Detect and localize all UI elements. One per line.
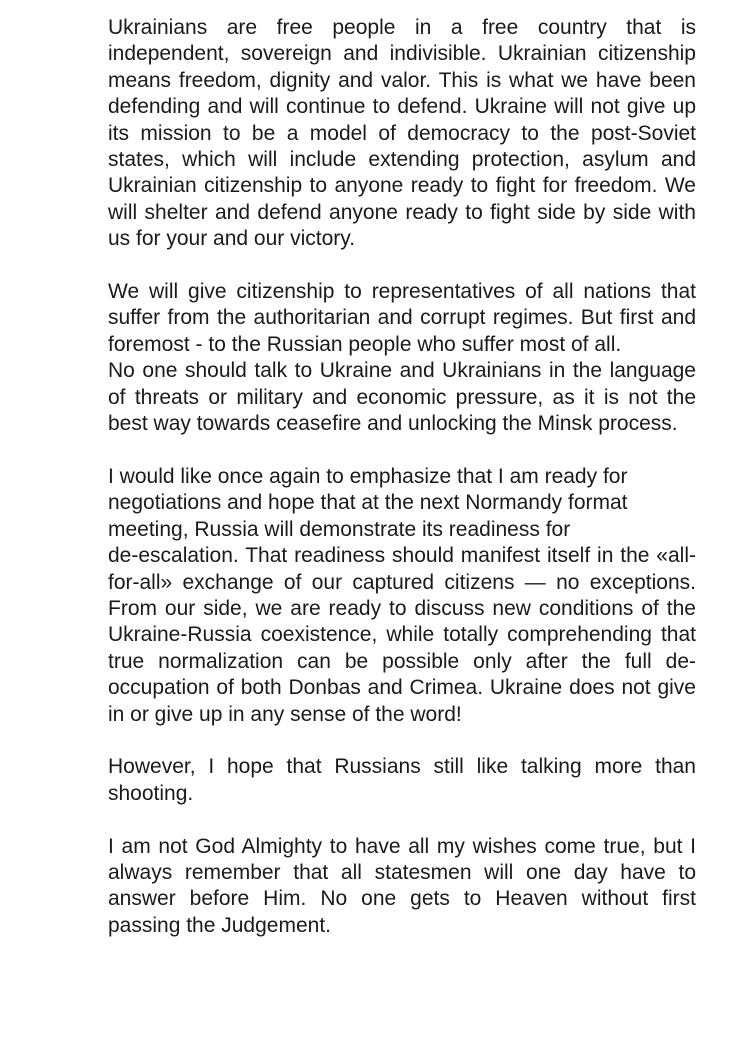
paragraph-gap — [108, 807, 696, 833]
paragraph-judgement: I am not God Almighty to have all my wishes come true, but I always remember that all statesmen will one day have to answer before Him. No one gets to Heaven without first passing the Judgement. — [108, 834, 696, 937]
paragraph-citizenship-freedom: Ukrainians are free people in a free country that is independent, sovereign and indivisible. Ukrainian citizenship means freedom, dignity and valor. This is what we have been defending and will continue to defend. Ukraine will not give up its mission to be a model of democracy to the post-Soviet states, which will include extending protection, asylum and Ukrainian citizenship to anyone ready to fight for freedom. We will shelter and defend anyone ready to fight side by side with us for your and our victory. — [108, 16, 696, 251]
paragraph-gap — [108, 253, 696, 279]
paragraph-talking: However, I hope that Russians still like talking more than shooting. — [108, 755, 696, 805]
paragraph-citizenship-nations: We will give citizenship to representatives of all nations that suffer from the authoritarian and corrupt regimes. But first and foremost - to the Russian people who suffer most of all. — [108, 280, 696, 356]
paragraph-gap — [108, 437, 696, 463]
paragraph-negotiations: I would like once again to emphasize that I am ready for negotiations and hope that at the next Normandy format meeting, Russia will demonstrate its readiness for — [108, 464, 628, 541]
paragraph-de-escalation: de-escalation. That readiness should manifest itself in the «all-for-all» exchange of our captured citizens — no exceptions. From our side, we are ready to discuss new conditions of the Ukraine-Russia coexistence, while totally comprehending that true normalization can be possible only after the full de-occupation of both Donbas and Crimea. Ukraine does not give in or give up in any sense of the word! — [108, 544, 696, 726]
paragraph-gap — [108, 728, 696, 754]
document-page — [108, 15, 696, 939]
paragraph-threats: No one should talk to Ukraine and Ukrainians in the language of threats or military and economic pressure, as it is not the best way towards ceasefire and unlocking the Minsk process. — [108, 359, 696, 436]
